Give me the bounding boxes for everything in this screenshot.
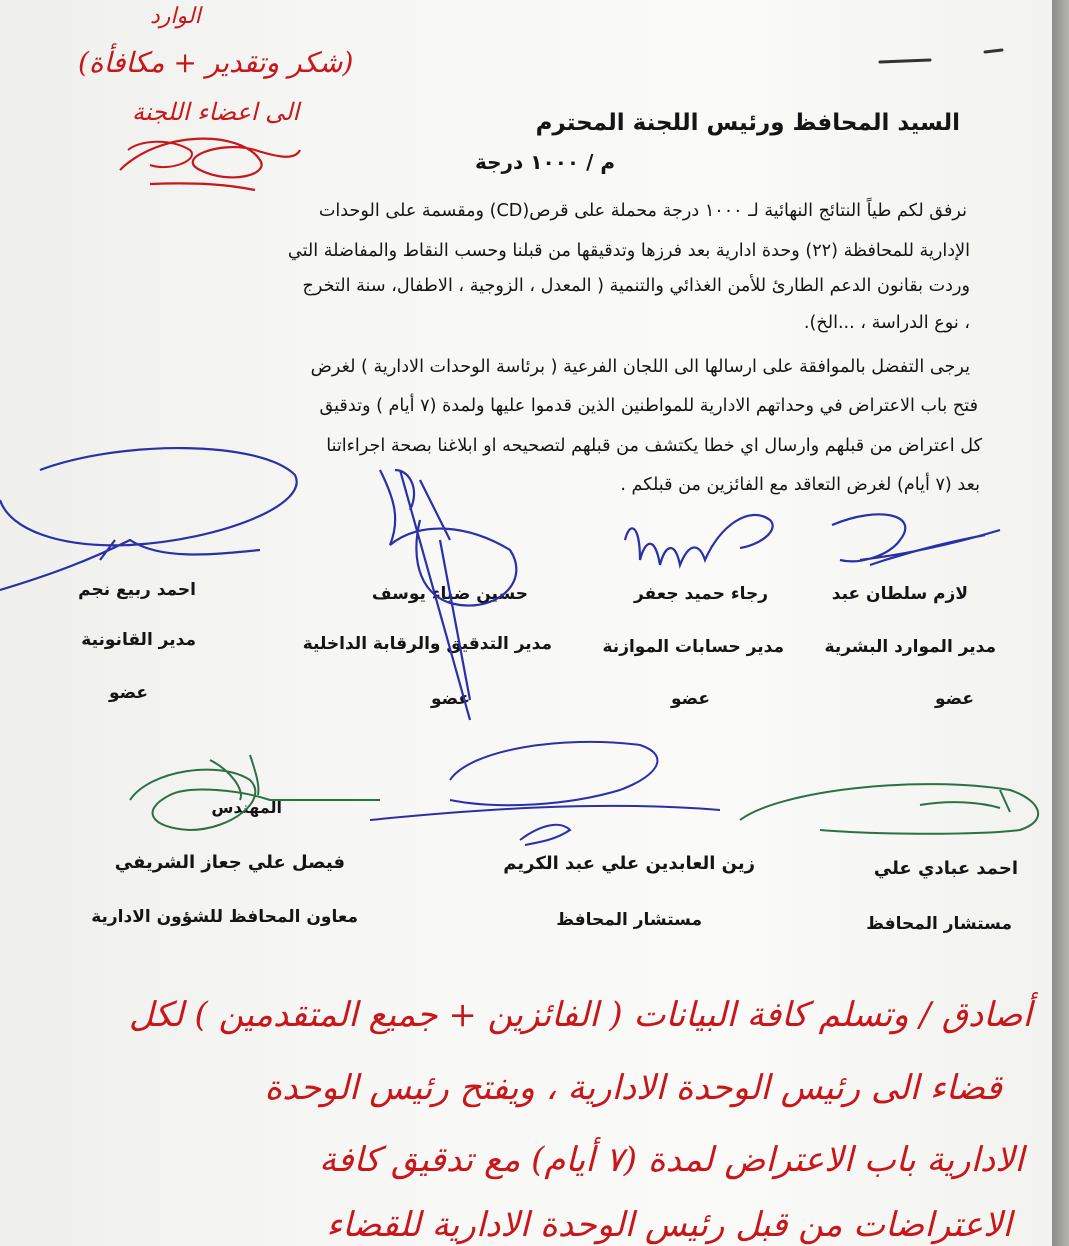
signatory4-title: مدير القانونية	[81, 630, 196, 650]
paragraph2-line2: فتح باب الاعتراض في وحداتهم الادارية للمواطنين الذين قدموا عليها ولمدة (٧ أيام ) وتدقيق	[319, 396, 978, 416]
handwritten-thanks-note: (شكر وتقدير + مكافأة)	[78, 46, 354, 79]
signatory4-role: عضو	[108, 683, 148, 703]
handwritten-approval-line1: أصادق / وتسلم كافة البيانات ( الفائزين + جميع المتقدمين ) لكل	[128, 995, 1032, 1035]
handwritten-incoming-note: الوارد	[150, 4, 201, 29]
signatory2-role: عضو	[670, 689, 710, 709]
signatory1-name: لازم سلطان عبد	[831, 584, 968, 604]
red-initial-loop	[128, 142, 192, 167]
paragraph1-line2: الإدارية للمحافظة (٢٢) وحدة ادارية بعد فرزها وتدقيقها من قبلنا وحسب النقاط والمفاضلة التي	[287, 241, 970, 261]
red-initial-signature	[120, 139, 300, 190]
signatory1-title: مدير الموارد البشرية	[824, 637, 996, 657]
signature-ahmed-rabee	[0, 448, 297, 590]
paragraph2-line4: بعد (٧ أيام) لغرض التعاقد مع الفائزين من قبلكم .	[620, 475, 980, 495]
paragraph2-line3: كل اعتراض من قبلهم وارسال اي خطا يكتشف من قبلهم لتصحيحه او ابلاغنا بصحة اجراءاتنا	[326, 436, 982, 456]
page-edge-shadow	[1052, 0, 1069, 1246]
signatory3-title: مدير التدقيق والرقابة الداخلية	[302, 634, 552, 654]
pen-mark	[880, 50, 1002, 62]
advisor2-title: مستشار المحافظ	[556, 910, 702, 930]
engineer-prefix: المهندس	[211, 798, 282, 817]
signatory1-role: عضو	[934, 689, 974, 709]
assistant-governor-name: فيصل علي جعاز الشريفي	[114, 852, 345, 873]
signatory3-role: عضو	[430, 689, 470, 709]
assistant-governor-title: معاون المحافظ للشؤون الادارية	[91, 907, 358, 927]
paragraph1-line3: وردت بقانون الدعم الطارئ للأمن الغذائي والتنمية ( المعدل ، الزوجية ، الاطفال، سنة التخرج	[302, 276, 970, 296]
signatory4-name: احمد ربيع نجم	[78, 580, 196, 600]
signature-rajaa	[625, 515, 773, 565]
signature-faisal	[130, 755, 380, 830]
paragraph2-line1: يرجى التفضل بالموافقة على ارسالها الى اللجان الفرعية ( برئاسة الوحدات الادارية ) لغرض	[310, 357, 970, 377]
letter-subject: م / ١٠٠٠ درجة	[474, 150, 615, 174]
advisor1-title: مستشار المحافظ	[866, 914, 1012, 934]
signature-zain	[370, 742, 720, 845]
paragraph1-line1: نرفق لكم طياً النتائج النهائية لـ ١٠٠٠ درجة محملة على قرص(CD) ومقسمة على الوحدات	[318, 201, 967, 221]
letter-salutation: السيد المحافظ ورئيس اللجنة المحترم	[535, 110, 960, 136]
signatory2-title: مدير حسابات الموازنة	[602, 637, 784, 657]
handwritten-committee-note: الى اعضاء اللجنة	[132, 98, 300, 126]
advisor2-name: زين العابدين علي عبد الكريم	[503, 853, 755, 874]
paragraph1-line4: ، نوع الدراسة ، ...الخ).	[803, 313, 970, 333]
signature-lazem	[832, 514, 1000, 565]
advisor1-name: احمد عبادي علي	[873, 858, 1018, 879]
signature-ahmed-ebadi	[740, 784, 1038, 834]
handwritten-approval-line3: الادارية باب الاعتراض لمدة (٧ أيام) مع تدقيق كافة	[319, 1140, 1024, 1180]
handwritten-approval-line4: الاعتراضات من قبل رئيس الوحدة الادارية للقضاء	[326, 1205, 1012, 1245]
handwritten-approval-line2: قضاء الى رئيس الوحدة الادارية ، ويفتح رئيس الوحدة	[264, 1068, 1002, 1108]
signatory3-name: حسين ضياء يوسف	[371, 584, 528, 604]
signatory2-name: رجاء حميد جعفر	[633, 584, 768, 604]
